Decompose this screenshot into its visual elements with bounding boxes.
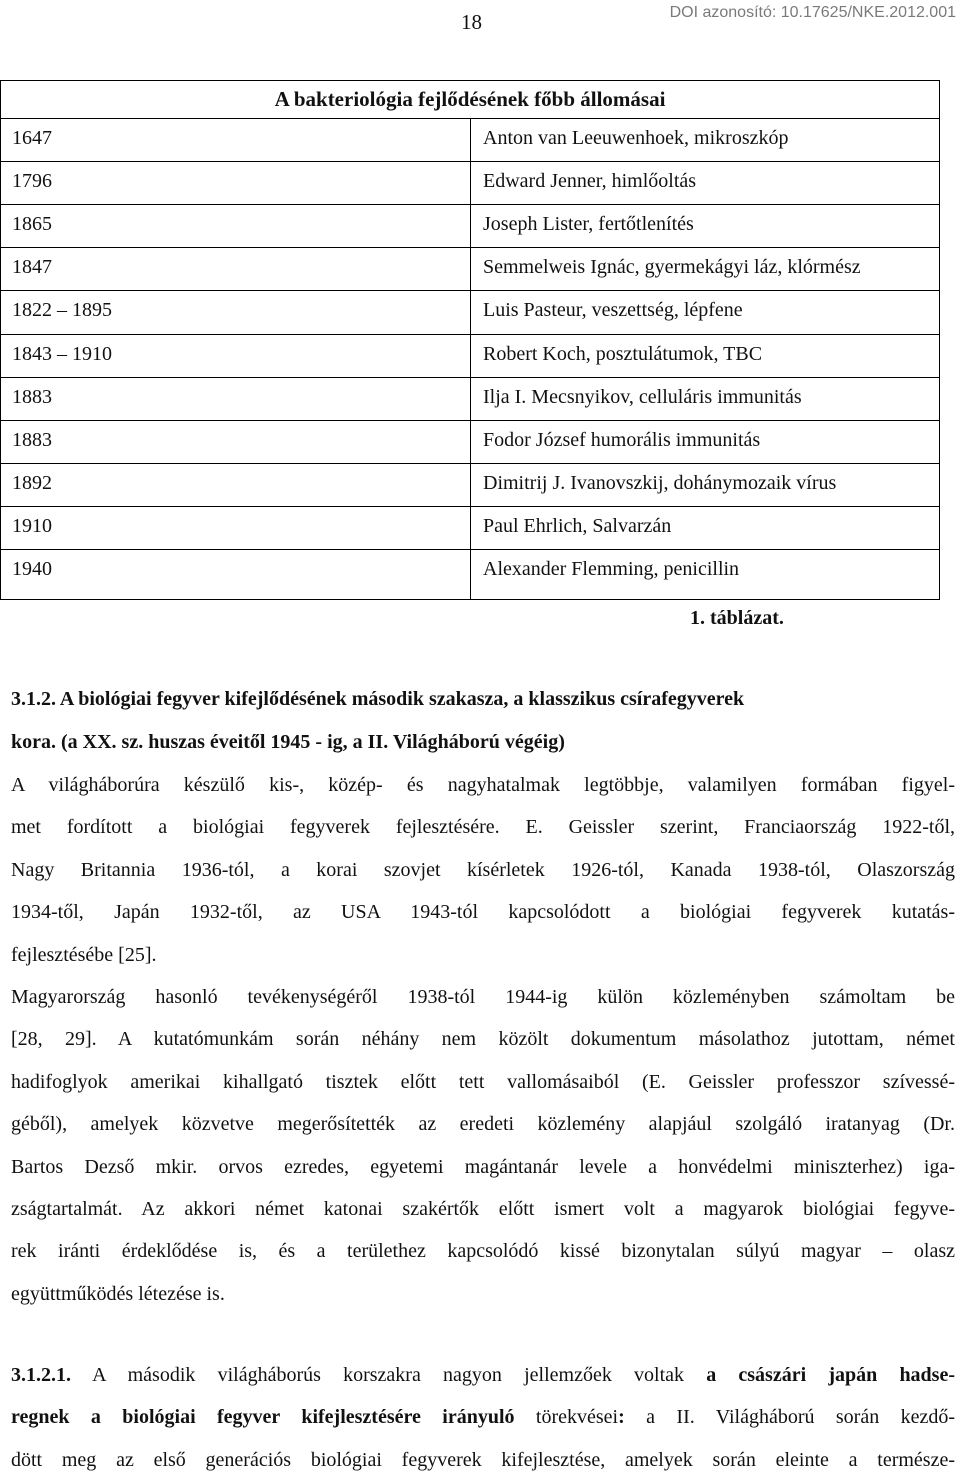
subsection-text-2d: a II. Világháború során kezdő- <box>624 1406 956 1429</box>
paragraph2-line: [28, 29]. A kutatómunkám során néhány nem közölt dokumentum másolathoz jutottam, német <box>11 1028 955 1051</box>
page-number: 18 <box>461 10 482 34</box>
event-cell: Paul Ehrlich, Salvarzán <box>483 514 672 537</box>
subsection-text-1a: A második világháborús korszakra nagyon jellemzőek voltak <box>71 1364 707 1386</box>
event-cell: Semmelweis Ignác, gyermekágyi láz, klórmész <box>483 256 861 279</box>
paragraph1-line: 1934-től, Japán 1932-től, az USA 1943-tól kapcsolódott a biológiai fegyverek kutatás- <box>11 901 955 924</box>
event-cell: Luis Pasteur, veszettség, lépfene <box>483 299 743 322</box>
paragraph-1 <box>11 764 955 976</box>
doi-identifier: DOI azonosító: 10.17625/NKE.2012.001 <box>669 4 956 21</box>
year-cell: 1892 <box>12 471 52 494</box>
event-cell: Fodor József humorális immunitás <box>483 428 761 451</box>
subsection-number: 3.1.2.1. <box>11 1364 71 1386</box>
section-heading-line-2: kora. (a XX. sz. huszas éveitől 1945 - ig, a II. Világháború végéig) <box>11 731 565 753</box>
year-cell: 1940 <box>12 558 52 580</box>
table-caption: 1. táblázat. <box>690 607 784 629</box>
subsection-text-1b: a császári japán hadse- <box>706 1364 956 1386</box>
paragraph1-line: fejlesztésébe [25]. <box>11 943 157 966</box>
table-row <box>1 420 939 463</box>
table-row <box>1 118 939 161</box>
paragraph-2 <box>11 976 955 1315</box>
paragraph2-line: zságtartalmát. Az akkori német katonai szakértők előtt ismert volt a magyarok biológiai fegyve- <box>11 1197 955 1220</box>
year-cell: 1865 <box>12 213 52 236</box>
paragraph2-line: hadifoglyok amerikai kihallgató tisztek előtt tett vallomásaiból (E. Geissler professzor szívessé- <box>11 1070 955 1093</box>
paragraph2-line: Bartos Dezső mkir. orvos ezredes, egyetemi magántanár levele a honvédelmi miniszterhez) iga- <box>11 1155 955 1178</box>
event-cell: Edward Jenner, himlőoltás <box>483 170 697 193</box>
table-row <box>1 334 939 377</box>
subsection-line-2 <box>11 1396 955 1438</box>
event-cell: Ilja I. Mecsnyikov, celluláris immunitás <box>483 385 802 408</box>
table-row <box>1 377 939 420</box>
table-row <box>1 204 939 247</box>
paragraph2-line: együttműködés létezése is. <box>11 1282 225 1305</box>
paragraph1-line: met fordított a biológiai fegyverek fejlesztésére. E. Geissler szerint, Franciaország 1922-től, <box>11 816 955 839</box>
paragraph2-line: géből), amelyek közvetve megerősítették az eredeti közlemény alapjául szolgáló iratanyag (Dr. <box>11 1113 955 1136</box>
section-number: 3.1.2. <box>11 688 56 710</box>
table-row <box>1 247 939 290</box>
paragraph2-line: rek iránti érdeklődése is, és a területhez kapcsolódó kissé bizonytalan súlyú magyar – olasz <box>11 1240 955 1263</box>
paragraph2-line: Magyarország hasonló tevékenységéről 1938-tól 1944-ig külön közleményben számoltam be <box>11 986 955 1008</box>
year-cell: 1822 – 1895 <box>12 299 112 322</box>
year-cell: 1796 <box>12 170 52 193</box>
table-row <box>1 290 939 333</box>
section-heading-line-1 <box>11 688 744 711</box>
year-cell: 1910 <box>12 514 52 537</box>
event-cell: Robert Koch, posztulátumok, TBC <box>483 342 763 365</box>
table-row <box>1 161 939 204</box>
subsection-text-2c: : <box>618 1406 625 1429</box>
subsection-paragraph <box>11 1354 955 1481</box>
event-cell: Dimitrij J. Ivanovszkij, dohánymozaik vírus <box>483 471 837 494</box>
year-cell: 1647 <box>12 127 52 149</box>
table-title: A bakteriológia fejlődésének főbb állomásai <box>274 87 666 111</box>
milestones-table <box>0 80 940 600</box>
year-cell: 1883 <box>12 428 52 451</box>
paragraph1-line: Nagy Britannia 1936-tól, a korai szovjet kísérletek 1926-tól, Kanada 1938-tól, Olaszország <box>11 858 955 881</box>
year-cell: 1843 – 1910 <box>12 342 112 365</box>
event-cell: Joseph Lister, fertőtlenítés <box>483 213 694 236</box>
table-row <box>1 506 939 549</box>
event-cell: Anton van Leeuwenhoek, mikroszkóp <box>483 127 789 149</box>
subsection-text-2a: regnek a biológiai fegyver kifejlesztésére irányuló <box>11 1406 515 1429</box>
subsection-text-2b: törekvései <box>514 1406 619 1429</box>
section-title-part-1: A biológiai fegyver kifejlődésének második szakasza, a klasszikus csírafegyverek <box>59 688 745 710</box>
subsection-line-3: dött meg az első generációs biológiai fegyverek kifejlesztése, amelyek során eleinte a természe- <box>11 1448 955 1471</box>
event-cell: Alexander Flemming, penicillin <box>483 558 740 580</box>
subsection-line-1 <box>11 1354 955 1396</box>
table-row <box>1 463 939 506</box>
table-row <box>1 549 939 592</box>
year-cell: 1847 <box>12 256 52 279</box>
paragraph1-line: A világháborúra készülő kis-, közép- és nagyhatalmak legtöbbje, valamilyen formában figyel- <box>11 774 955 796</box>
year-cell: 1883 <box>12 385 52 408</box>
